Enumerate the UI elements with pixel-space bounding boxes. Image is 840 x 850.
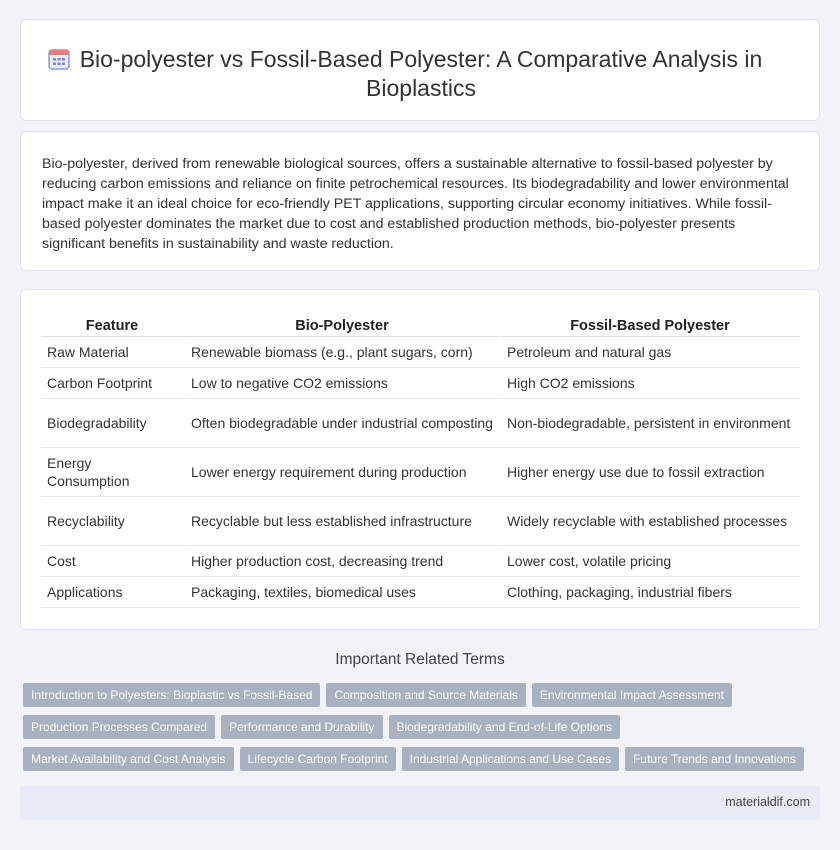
fossil-cell: Higher energy use due to fossil extraction [501, 448, 801, 497]
bio-cell: Packaging, textiles, biomedical uses [185, 577, 501, 608]
table-row [41, 497, 801, 546]
fossil-cell: High CO2 emissions [501, 368, 801, 399]
table-row [41, 577, 801, 608]
footer-site-link[interactable]: materialdif.com [725, 795, 810, 809]
feature-cell: Recyclability [41, 497, 185, 546]
intro-paragraph: Bio-polyester, derived from renewable biological sources, offers a sustainable alternative to fossil-based polyester by reducing carbon emissions and reliance on finite petrochemical resources. Its biodegradability and lower environmental impact make it an ideal choice for eco-friendly PET applications, supporting circular economy initiatives. While fossil-based polyester dominates the market due to cost and established production methods, bio-polyester presents significant benefits in sustainability and waste reduction. [42, 156, 789, 252]
related-terms-heading: Important Related Terms [335, 651, 505, 668]
table-row [41, 368, 801, 399]
comparison-table-card [20, 289, 820, 630]
related-terms-list [23, 683, 823, 779]
feature-cell: Energy Consumption [41, 448, 185, 497]
related-term-tag[interactable]: Composition and Source Materials [326, 683, 525, 707]
column-header-feature: Feature [41, 316, 185, 337]
bio-cell: Renewable biomass (e.g., plant sugars, corn) [185, 337, 501, 368]
feature-cell: Biodegradability [41, 399, 185, 448]
footer-bar [20, 786, 820, 820]
table-row [41, 448, 801, 497]
bio-cell: Lower energy requirement during production [185, 448, 501, 497]
feature-cell: Raw Material [41, 337, 185, 368]
related-term-tag[interactable]: Industrial Applications and Use Cases [402, 747, 619, 771]
column-header-bio-polyester: Bio-Polyester [185, 316, 501, 337]
bio-cell: Often biodegradable under industrial composting [185, 399, 501, 448]
comparison-table [41, 316, 801, 608]
related-term-tag[interactable]: Future Trends and Innovations [625, 747, 804, 771]
page-title-line1: Bio-polyester vs Fossil-Based Polyester: A Comparative Analysis in [79, 46, 763, 72]
fossil-cell: Lower cost, volatile pricing [501, 546, 801, 577]
related-term-tag[interactable]: Performance and Durability [221, 715, 382, 739]
bio-cell: Higher production cost, decreasing trend [185, 546, 501, 577]
table-row [41, 399, 801, 448]
bio-cell: Low to negative CO2 emissions [185, 368, 501, 399]
related-term-tag[interactable]: Lifecycle Carbon Footprint [240, 747, 396, 771]
column-header-fossil-polyester: Fossil-Based Polyester [501, 316, 801, 337]
fossil-cell: Clothing, packaging, industrial fibers [501, 577, 801, 608]
table-header-row [41, 316, 801, 337]
tag-row [23, 747, 823, 779]
table-row [41, 337, 801, 368]
feature-cell: Carbon Footprint [41, 368, 185, 399]
related-term-tag[interactable]: Market Availability and Cost Analysis [23, 747, 234, 771]
table-row [41, 546, 801, 577]
fossil-cell: Petroleum and natural gas [501, 337, 801, 368]
tag-row [23, 715, 823, 747]
feature-cell: Cost [41, 546, 185, 577]
related-term-tag[interactable]: Introduction to Polyesters: Bioplastic vs Fossil-Based [23, 683, 320, 707]
feature-cell: Applications [41, 577, 185, 608]
header-card [20, 19, 820, 121]
bio-cell: Recyclable but less established infrastructure [185, 497, 501, 546]
related-term-tag[interactable]: Environmental Impact Assessment [532, 683, 732, 707]
page-title [21, 45, 821, 103]
intro-card [20, 131, 820, 271]
related-term-tag[interactable]: Biodegradability and End-of-Life Options [389, 715, 620, 739]
page-title-line2: Bioplastics [366, 75, 476, 101]
related-term-tag[interactable]: Production Processes Compared [23, 715, 215, 739]
tag-row [23, 683, 823, 715]
fossil-cell: Widely recyclable with established processes [501, 497, 801, 546]
fossil-cell: Non-biodegradable, persistent in environment [501, 399, 801, 448]
